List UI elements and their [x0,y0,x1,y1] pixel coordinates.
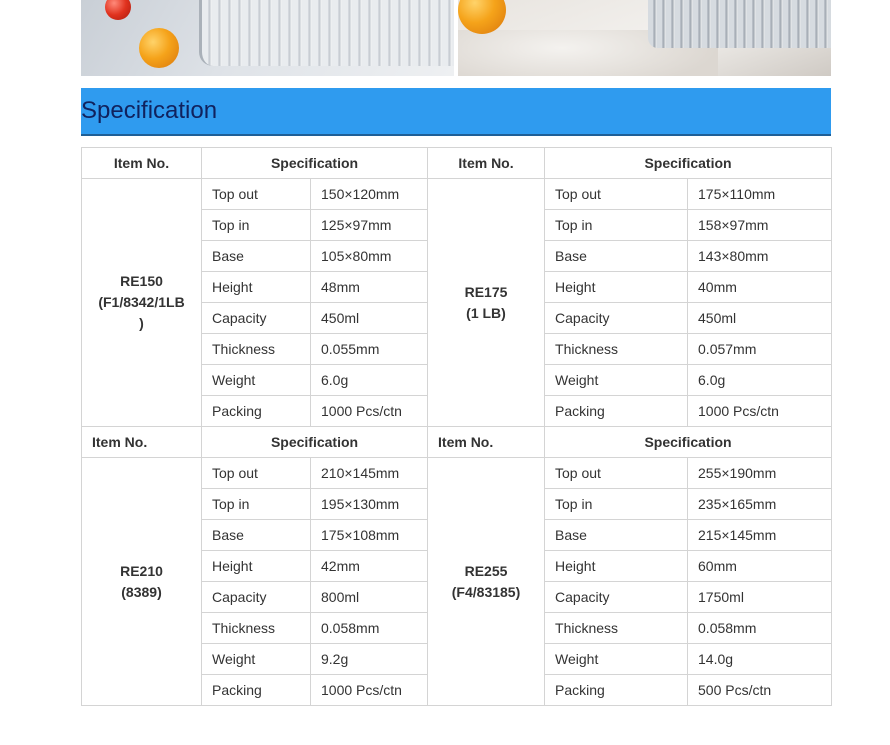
spec-label: Base [202,520,311,551]
spec-label: Height [202,272,311,303]
spec-label: Thickness [202,334,311,365]
spec-value: 6.0g [688,365,832,396]
spec-value: 150×120mm [311,179,428,210]
table-header-row [82,148,832,179]
spec-value: 1000 Pcs/ctn [311,396,428,427]
spec-label: Packing [545,396,688,427]
spec-value: 105×80mm [311,241,428,272]
spec-label: Height [545,551,688,582]
red-tomato-image [105,0,131,20]
spec-value: 235×165mm [688,489,832,520]
spec-label: Top in [202,210,311,241]
spec-label: Packing [202,396,311,427]
section-title: Specification [81,97,218,124]
spec-label: Weight [545,365,688,396]
specification-table [81,147,832,706]
spec-value: 195×130mm [311,489,428,520]
spec-label: Top in [202,489,311,520]
spec-value: 40mm [688,272,832,303]
spec-value: 175×110mm [688,179,832,210]
spec-label: Capacity [202,303,311,334]
spec-label: Top in [545,489,688,520]
spec-value: 60mm [688,551,832,582]
spec-label: Top in [545,210,688,241]
spec-label: Capacity [202,582,311,613]
spec-value: 42mm [311,551,428,582]
spec-label: Weight [545,644,688,675]
header-item-no: Item No. [82,427,202,458]
spec-value: 14.0g [688,644,832,675]
spec-value: 210×145mm [311,458,428,489]
orange-tomato-image [458,0,506,34]
spec-value: 450ml [311,303,428,334]
product-photo-tray-with-tomatoes [81,0,454,76]
spec-label: Top out [545,179,688,210]
spec-value: 0.058mm [311,613,428,644]
spec-value: 0.058mm [688,613,832,644]
spec-value: 143×80mm [688,241,832,272]
spec-label: Height [202,551,311,582]
spec-label: Thickness [202,613,311,644]
spec-value: 125×97mm [311,210,428,241]
spec-label: Weight [202,365,311,396]
spec-label: Capacity [545,582,688,613]
header-specification: Specification [545,427,832,458]
spec-value: 215×145mm [688,520,832,551]
foil-tray-image [648,0,831,48]
orange-tomato-image [139,28,179,68]
header-item-no: Item No. [82,148,202,179]
header-item-no: Item No. [428,427,545,458]
header-specification: Specification [202,148,428,179]
spec-value: 175×108mm [311,520,428,551]
spec-value: 158×97mm [688,210,832,241]
spec-label: Packing [545,675,688,706]
spec-value: 9.2g [311,644,428,675]
table-row [82,179,832,210]
item-number: RE150 (F1/8342/1LB ) [82,179,202,427]
item-number: RE175 (1 LB) [428,179,545,427]
spec-value: 0.057mm [688,334,832,365]
product-photo-tray-on-cloth [458,0,831,76]
spec-value: 500 Pcs/ctn [688,675,832,706]
spec-value: 1000 Pcs/ctn [311,675,428,706]
spec-label: Packing [202,675,311,706]
spec-label: Thickness [545,334,688,365]
spec-value: 1750ml [688,582,832,613]
header-item-no: Item No. [428,148,545,179]
section-banner [81,88,831,136]
spec-value: 48mm [311,272,428,303]
spec-label: Thickness [545,613,688,644]
table-header-row [82,427,832,458]
spec-value: 800ml [311,582,428,613]
spec-label: Top out [202,458,311,489]
spec-label: Capacity [545,303,688,334]
spec-label: Top out [545,458,688,489]
spec-value: 255×190mm [688,458,832,489]
item-number: RE210 (8389) [82,458,202,706]
spec-value: 0.055mm [311,334,428,365]
spec-value: 1000 Pcs/ctn [688,396,832,427]
spec-value: 450ml [688,303,832,334]
spec-label: Weight [202,644,311,675]
header-specification: Specification [202,427,428,458]
spec-label: Base [202,241,311,272]
spec-label: Base [545,520,688,551]
spec-label: Height [545,272,688,303]
item-number: RE255 (F4/83185) [428,458,545,706]
spec-value: 6.0g [311,365,428,396]
spec-label: Top out [202,179,311,210]
product-photos [81,0,831,76]
foil-tray-image [199,0,454,66]
table-row [82,458,832,489]
spec-label: Base [545,241,688,272]
header-specification: Specification [545,148,832,179]
